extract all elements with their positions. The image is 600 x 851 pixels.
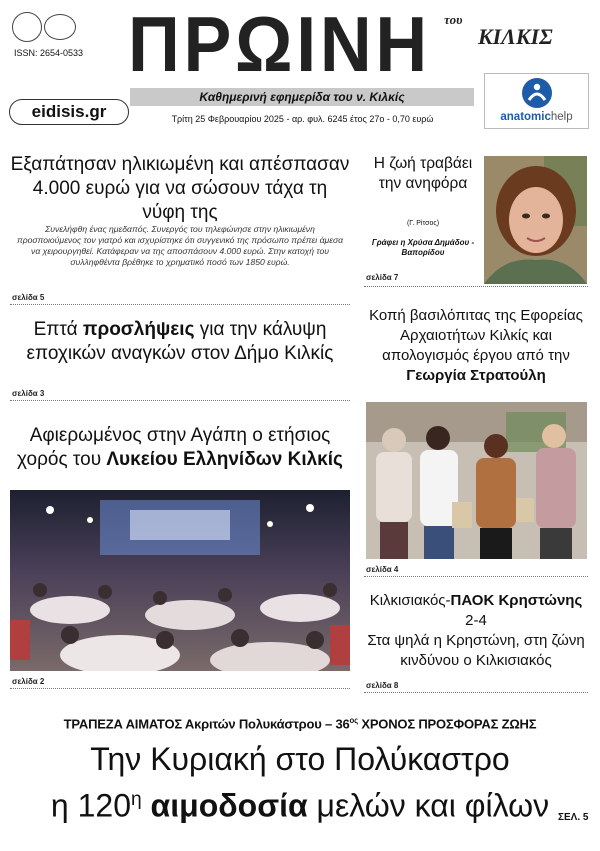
page-ref: σελίδα 8 — [366, 681, 399, 690]
anatomichelp-logo-icon — [522, 78, 552, 108]
website-link[interactable]: eidisis.gr — [9, 99, 129, 125]
article-vasilopita-title[interactable]: Κοπή βασιλόπιτας της Εφορείας Αρχαιοτήτων Κιλκίς και απολογισμός έργου από την Γεωργία Στρατούλη — [369, 307, 583, 384]
certification-seals — [12, 12, 76, 40]
divider — [364, 576, 588, 577]
dance-hall-photo — [10, 490, 350, 671]
seal-icon — [44, 14, 76, 40]
newspaper-title: ΠΡΩΙΝΗ — [128, 0, 431, 88]
page-ref: ΣΕΛ. 5 — [558, 812, 589, 823]
column-source: (Γ. Ρίτσος) — [406, 220, 440, 227]
divider — [10, 688, 350, 689]
ad-brand: anatomichelp — [500, 111, 573, 123]
seal-icon — [12, 12, 42, 42]
title-region: ΚΙΛΚΙΣ — [478, 24, 553, 49]
page-ref: σελίδα 5 — [12, 293, 45, 302]
page-ref: σελίδα 2 — [12, 677, 45, 686]
dateline-text: Τρίτη 25 Φεβρουαρίου 2025 - αρ. φυλ. 6245 έτος 27ο - 0,70 ευρώ — [171, 114, 434, 124]
anatomichelp-ad[interactable] — [484, 73, 589, 129]
divider — [10, 304, 350, 305]
divider — [10, 400, 350, 401]
article-football-subtitle: Στα ψηλά η Κρηστώνη, στη ζώνη κινδύνου ο Κιλκισιακός — [367, 632, 585, 669]
blood-donation-headline-line2[interactable]: η $120^\eta$ αιμοδοσία μελών και φίλων — [50, 787, 550, 824]
column-author: Γράφει η Χρύσα Δημάδου - Βαπορίδου — [371, 238, 475, 257]
divider — [364, 692, 588, 693]
article-fraud-title[interactable]: Εξαπάτησαν ηλικιωμένη και απέσπασαν 4.000 ευρώ για να σώσουν τάχα τη νύφη της — [10, 154, 350, 223]
divider — [364, 286, 588, 287]
page-ref: σελίδα 7 — [366, 273, 399, 282]
column-title[interactable]: Η ζωή τραβάει την ανηφόρα — [373, 155, 473, 192]
article-dance-title[interactable]: Αφιερωμένος στην Αγάπη ο ετήσιος χορός του Λυκείου Ελληνίδων Κιλκίς — [17, 425, 343, 470]
page-ref: σελίδα 4 — [366, 565, 399, 574]
article-fraud-summary: Συνελήφθη ένας ημεδαπός. Συνεργός του τηλεφώνησε στην ηλικιωμένη προσποιούμενος τον γιατρό και ισχυρίστηκε ότι συγγενικό της πρόσωπο πρέπει άμεσα να χειρουργηθεί. Κατάφεραν να της αποσπάσουν 4.000 ευρώ. Στην κατοχή του συλληφθέντα βρέθηκε το χρηματικό ποσό των 1850 ευρώ. — [16, 224, 344, 267]
issn: ISSN: 2654-0533 — [14, 48, 84, 58]
blood-donation-headline-line1[interactable]: Την Κυριακή στο Πολύκαστρο — [90, 741, 510, 777]
article-hires-title[interactable]: Επτά προσλήψεις για την κάλυψη εποχικών αναγκών στον Δήμο Κιλκίς — [26, 319, 334, 364]
tagline: Καθημερινή εφημερίδα του ν. Κιλκίς — [130, 88, 474, 106]
title-tou: του — [444, 12, 463, 27]
dateline — [131, 114, 474, 124]
blood-bank-banner: ΤΡΑΠΕΖΑ ΑΙΜΑΤΟΣ Ακριτών Πολυκάστρου – $36^{o\varsigma}$ ΧΡΟΝΟΣ ΠΡΟΣΦΟΡΑΣ ΖΩΗΣ — [63, 716, 537, 732]
page-ref: σελίδα 3 — [12, 389, 45, 398]
article-football-title[interactable]: Κιλκισιακός-ΠΑΟΚ Κρηστώνης 2-4 Στα ψηλά η Κρηστώνη, στη ζώνη κινδύνου ο Κιλκισιακός — [367, 592, 585, 669]
vasilopita-group-photo — [366, 402, 587, 559]
author-portrait — [484, 156, 587, 284]
